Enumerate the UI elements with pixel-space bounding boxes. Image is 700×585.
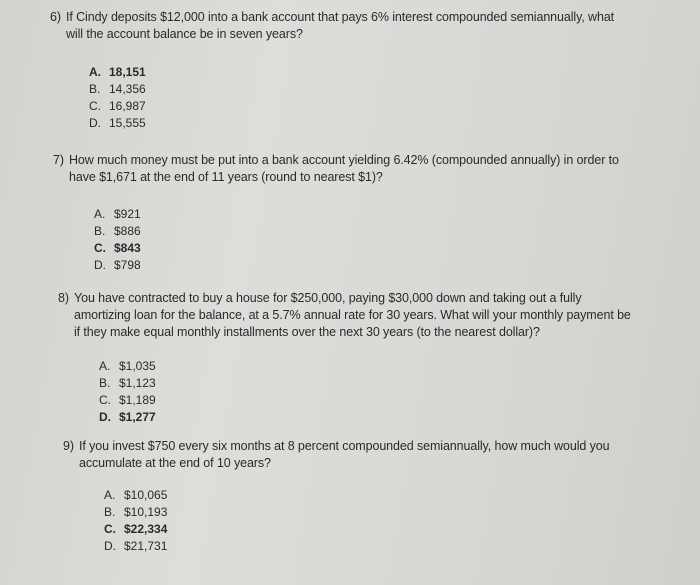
option-6a <box>89 64 146 81</box>
option-7c-value: $843 <box>114 241 141 255</box>
option-7d-letter: D. <box>94 258 106 272</box>
option-9d-letter: D. <box>104 539 116 553</box>
question-9 <box>63 438 609 472</box>
option-9d-value: $21,731 <box>124 539 168 553</box>
option-6d-letter: D. <box>89 116 101 130</box>
question-8-options <box>99 358 156 426</box>
option-6c-letter: C. <box>89 99 101 113</box>
question-6-line-2: will the account balance be in seven years? <box>66 27 303 41</box>
option-6a-value: 18,151 <box>109 65 146 79</box>
question-8-line-2: amortizing loan for the balance, at a 5.7% annual rate for 30 years. What will your monthly payment be <box>74 308 631 322</box>
option-8d-value: $1,277 <box>119 410 156 424</box>
question-6 <box>50 9 614 43</box>
option-6b-letter: B. <box>89 82 101 96</box>
option-6a-letter: A. <box>89 65 101 79</box>
question-7-line-2: have $1,671 at the end of 11 years (round to nearest $1)? <box>69 170 383 184</box>
option-9d <box>104 538 167 555</box>
option-9b-value: $10,193 <box>124 505 168 519</box>
question-9-text <box>63 438 609 472</box>
option-6b <box>89 81 146 98</box>
option-9b <box>104 504 167 521</box>
question-7-line-1: How much money must be put into a bank account yielding 6.42% (compounded annually) in order to <box>69 153 619 167</box>
question-6-options <box>89 64 146 132</box>
option-9c <box>104 521 167 538</box>
option-9c-value: $22,334 <box>124 522 168 536</box>
question-9-options <box>104 487 167 555</box>
option-7b-letter: B. <box>94 224 106 238</box>
option-8c-letter: C. <box>99 393 111 407</box>
question-6-number: 6) <box>50 10 61 24</box>
option-8a <box>99 358 156 375</box>
question-8-line-3: if they make equal monthly installments over the next 30 years (to the nearest dollar)? <box>74 325 540 339</box>
option-6c <box>89 98 146 115</box>
option-7a-value: $921 <box>114 207 141 221</box>
option-8b-letter: B. <box>99 376 111 390</box>
question-7 <box>53 152 619 186</box>
question-9-line-1: If you invest $750 every six months at 8 percent compounded semiannually, how much would you <box>79 439 610 453</box>
question-7-number: 7) <box>53 153 64 167</box>
option-8d <box>99 409 156 426</box>
option-7a <box>94 206 141 223</box>
option-8b <box>99 375 156 392</box>
option-7b-value: $886 <box>114 224 141 238</box>
question-8-number: 8) <box>58 291 69 305</box>
option-7d <box>94 257 141 274</box>
option-6d-value: 15,555 <box>109 116 146 130</box>
option-7d-value: $798 <box>114 258 141 272</box>
question-7-text <box>53 152 619 186</box>
option-8c-value: $1,189 <box>119 393 156 407</box>
question-9-line-2: accumulate at the end of 10 years? <box>79 456 271 470</box>
question-8 <box>58 290 631 341</box>
option-8a-value: $1,035 <box>119 359 156 373</box>
option-9a <box>104 487 167 504</box>
option-7c <box>94 240 141 257</box>
option-6b-value: 14,356 <box>109 82 146 96</box>
question-6-line-1: If Cindy deposits $12,000 into a bank account that pays 6% interest compounded semiannually, what <box>66 10 615 24</box>
option-9a-letter: A. <box>104 488 116 502</box>
question-8-text <box>58 290 631 341</box>
option-7b <box>94 223 141 240</box>
question-8-line-1: You have contracted to buy a house for $250,000, paying $30,000 down and taking out a fully <box>74 291 582 305</box>
option-9c-letter: C. <box>104 522 116 536</box>
question-6-text <box>50 9 614 43</box>
option-8c <box>99 392 156 409</box>
option-9a-value: $10,065 <box>124 488 168 502</box>
option-7c-letter: C. <box>94 241 106 255</box>
option-6d <box>89 115 146 132</box>
question-7-options <box>94 206 141 274</box>
option-8a-letter: A. <box>99 359 111 373</box>
option-7a-letter: A. <box>94 207 106 221</box>
question-9-number: 9) <box>63 439 74 453</box>
option-8d-letter: D. <box>99 410 111 424</box>
option-9b-letter: B. <box>104 505 116 519</box>
option-6c-value: 16,987 <box>109 99 146 113</box>
option-8b-value: $1,123 <box>119 376 156 390</box>
